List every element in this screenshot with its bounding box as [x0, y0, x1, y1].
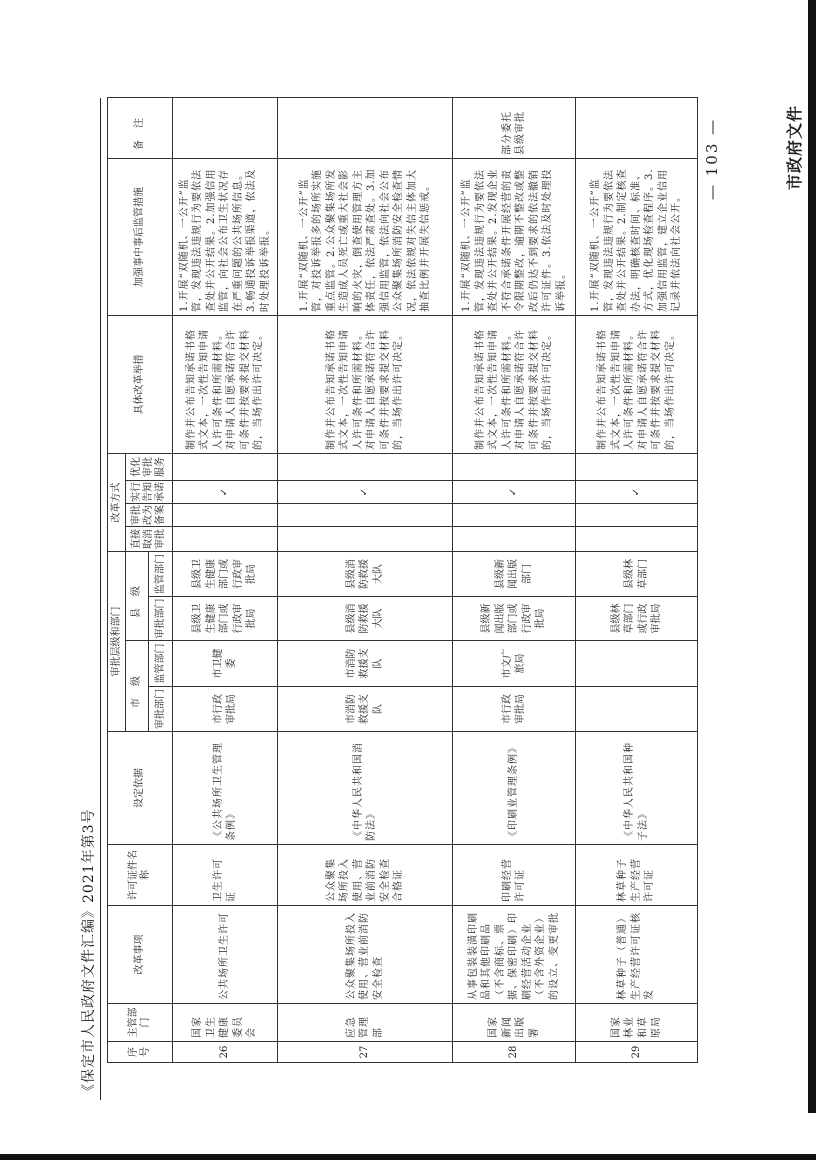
header-dept: 主管部门 — [108, 1004, 173, 1042]
reform-table — [107, 97, 698, 1063]
header-supervision: 加强事中事后监管措施 — [108, 159, 173, 316]
cell-seq: 29 — [576, 1042, 698, 1063]
cell-dept: 应急管理部 — [278, 1004, 453, 1042]
cell-supervision: 1.开展“双随机、一公开”监管，发现违法违规行为要依法查处并公开结果。2.加强信用监管，向社会公布卫生状况存在严重问题的公共场所信息。3.畅通投诉举报渠道，依法及时处理投诉举报。 — [173, 159, 278, 316]
header-item: 改革事项 — [108, 906, 173, 1004]
cell-measures: 制作并公布告知承诺书格式文本，一次性告知申请人许可条件和所需材料。对申请人自愿承诺符合许可条件并按要求提交材料的，当场作出许可决定。 — [453, 316, 576, 454]
cell-mode-filing — [278, 504, 453, 527]
scan-edge-bar — [0, 1154, 816, 1160]
header-divider — [100, 98, 101, 1100]
header-city: 市级 — [126, 641, 149, 732]
section-label: 市政府文件 — [785, 104, 804, 190]
cell-mode-optimize — [278, 454, 453, 481]
cell-mode-notify: ✓ — [278, 481, 453, 504]
cell-basis: 《中华人民共和国种子法》 — [576, 732, 698, 845]
cell-city-approve: 市行政审批局 — [173, 687, 278, 732]
cell-county-supervise: 县级林草部门 — [576, 552, 698, 597]
header-basis: 设定依据 — [108, 732, 173, 845]
cell-mode-optimize — [576, 454, 698, 481]
publication-header: 《保定市人民政府文件汇编》2021年第3号 — [81, 808, 97, 1098]
header-mode-filing: 审批改为备案 — [126, 504, 173, 527]
header-mode-cancel: 直接取消审批 — [126, 527, 173, 552]
cell-item: 公共场所卫生许可 — [173, 906, 278, 1004]
header-county: 县级 — [126, 552, 149, 641]
header-city-supervise: 监管部门 — [149, 641, 173, 687]
cell-mode-optimize — [453, 454, 576, 481]
cell-supervision: 1.开展“双随机、一公开”监管，发现违法违规行为要依法查处并公开结果。2.发现企业不符合承诺条件开展经营的责令限期整改，逾期不整改或整改后仍达不到要求的依法撤销许可证件。3.依法及时处理投诉举报。 — [453, 159, 576, 316]
cell-mode-cancel — [278, 527, 453, 552]
cell-seq: 26 — [173, 1042, 278, 1063]
cell-city-approve: 市行政审批局 — [453, 687, 576, 732]
header-city-approve: 审批部门 — [149, 687, 173, 732]
cell-item: 林草种子（普通）生产经营许可证核发 — [576, 906, 698, 1004]
header-mode-notify: 实行告知承诺 — [126, 481, 173, 504]
cell-city-approve — [576, 687, 698, 732]
cell-city-supervise: 市消防救援支队 — [278, 641, 453, 687]
table-row — [173, 98, 278, 1063]
cell-mode-cancel — [453, 527, 576, 552]
cell-city-supervise — [576, 641, 698, 687]
cell-mode-cancel — [173, 527, 278, 552]
cell-basis: 《公共场所卫生管理条例》 — [173, 732, 278, 845]
cell-license: 卫生许可证 — [173, 845, 278, 906]
header-seq: 序号 — [108, 1042, 173, 1063]
cell-supervision: 1.开展“双随机、一公开”监管，发现违法违规行为要依法查处并公开结果。2.制定核查办法，明确核查时间、标准、方式，优化现场检查程序。3.加强信用监管，建立企业信用记录并依法向社会公开。 — [576, 159, 698, 316]
cell-mode-notify: ✓ — [173, 481, 278, 504]
cell-remarks — [576, 98, 698, 159]
scan-edge-bar — [808, 0, 816, 1113]
cell-city-supervise: 市文广旅局 — [453, 641, 576, 687]
cell-dept: 国家新闻出版署 — [453, 1004, 576, 1042]
cell-county-approve: 县级消防救援大队 — [278, 597, 453, 641]
cell-item: 公众聚集场所投入使用、营业前消防安全检查 — [278, 906, 453, 1004]
cell-county-approve: 县级新闻出版部门或行政审批局 — [453, 597, 576, 641]
cell-measures: 制作并公布告知承诺书格式文本，一次性告知申请人许可条件和所需材料。对申请人自愿承诺符合许可条件并按要求提交材料的，当场作出许可决定。 — [576, 316, 698, 454]
header-reform-mode: 改革方式 — [108, 454, 126, 552]
header-measures: 具体改革举措 — [108, 316, 173, 454]
cell-mode-optimize — [173, 454, 278, 481]
header-license: 许可证件名称 — [108, 845, 173, 906]
cell-county-supervise: 县级消防救援大队 — [278, 552, 453, 597]
cell-remarks — [278, 98, 453, 159]
table-row — [576, 98, 698, 1063]
cell-mode-filing — [453, 504, 576, 527]
header-remarks: 备注 — [108, 98, 173, 159]
cell-basis: 《印刷业管理条例》 — [453, 732, 576, 845]
cell-basis: 《中华人民共和国消防法》 — [278, 732, 453, 845]
cell-county-supervise: 县级新闻出版部门 — [453, 552, 576, 597]
cell-measures: 制作并公布告知承诺书格式文本，一次性告知申请人许可条件和所需材料。对申请人自愿承诺符合许可条件并按要求提交材料的，当场作出许可决定。 — [278, 316, 453, 454]
cell-mode-filing — [173, 504, 278, 527]
cell-license: 公众聚集场所投入使用、营业前消防安全检查合格证 — [278, 845, 453, 906]
cell-seq: 27 — [278, 1042, 453, 1063]
cell-dept: 国家林业和草原局 — [576, 1004, 698, 1042]
cell-license: 林草种子生产经营许可证 — [576, 845, 698, 906]
cell-dept: 国家卫生健康委员会 — [173, 1004, 278, 1042]
cell-remarks — [173, 98, 278, 159]
table-row — [278, 98, 453, 1063]
header-mode-optimize: 优化审批服务 — [126, 454, 173, 481]
cell-remarks: 部分委托县级审批 — [453, 98, 576, 159]
cell-county-supervise: 县级卫生健康部门或行政审批局 — [173, 552, 278, 597]
page-number: — 103 — — [703, 117, 721, 200]
header-county-supervise: 监管部门 — [149, 552, 173, 597]
table-body — [173, 98, 698, 1063]
cell-seq: 28 — [453, 1042, 576, 1063]
cell-measures: 制作并公布告知承诺书格式文本，一次性告知申请人许可条件和所需材料。对申请人自愿承诺符合许可条件并按要求提交材料的，当场作出许可决定。 — [173, 316, 278, 454]
cell-city-approve: 市消防救援支队 — [278, 687, 453, 732]
cell-license: 印刷经营许可证 — [453, 845, 576, 906]
cell-mode-filing — [576, 504, 698, 527]
header-levels: 审批层级和部门 — [108, 552, 126, 732]
header-county-approve: 审批部门 — [149, 597, 173, 641]
table-row — [453, 98, 576, 1063]
cell-county-approve: 县级林草部门或行政审批局 — [576, 597, 698, 641]
cell-mode-notify: ✓ — [576, 481, 698, 504]
cell-mode-notify: ✓ — [453, 481, 576, 504]
cell-city-supervise: 市卫健委 — [173, 641, 278, 687]
cell-mode-cancel — [576, 527, 698, 552]
cell-county-approve: 县级卫生健康部门或行政审批局 — [173, 597, 278, 641]
cell-item: 从事包装装潢印刷品和其他印刷品（不含商标、票据、保密印刷）印刷经营活动企业（不含外资企业）的设立、变更审批 — [453, 906, 576, 1004]
cell-supervision: 1.开展“双随机、一公开”监管，对投诉举报多的场所实施重点监管。2.公众聚集场所发生造成人员死亡或重大社会影响的火灾，倒查使用管理方主体责任，依法严肃查处。3.加强信用监管，依法向社会公布公众聚集场所消防安全检查情况，依法依规对失信主体加大抽查比例并开展失信惩戒。 — [278, 159, 453, 316]
